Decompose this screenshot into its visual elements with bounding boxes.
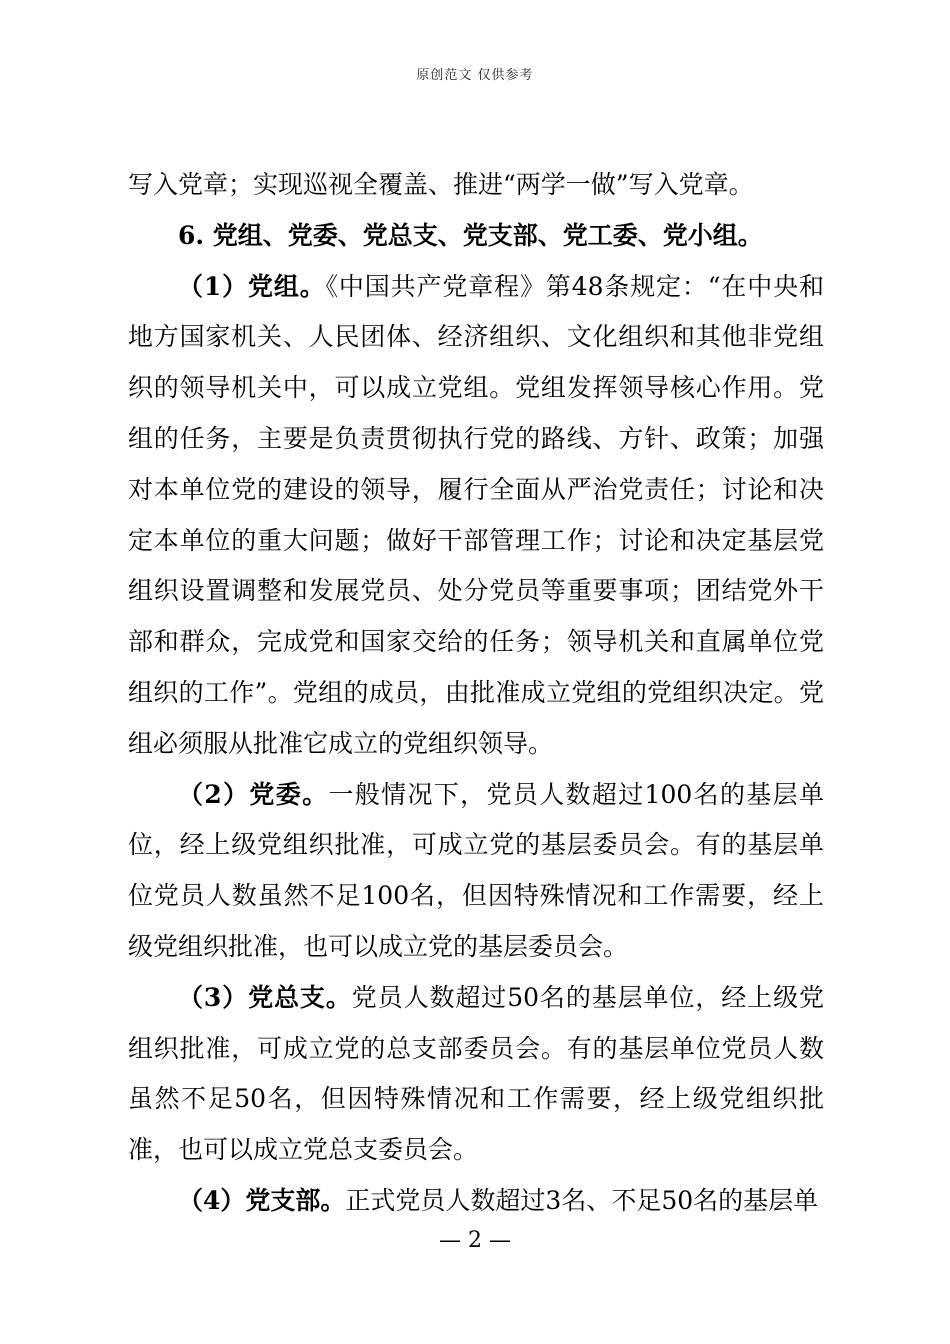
paragraph-lead: （1）党组。 [178,271,326,301]
section-heading: 6. 党组、党委、党总支、党支部、党工委、党小组。 [178,220,763,250]
document-body [128,160,824,1227]
paragraph-text: 《中国共产党章程》第48条规定：“在中央和地方国家机关、人民团体、经济组织、文化组织和其他非党组织的领导机关中，可以成立党组。党组发挥领导核心作用。党组的任务，主要是负责贯彻执行党的路线、方针、政策；加强对本单位党的建设的领导，履行全面从严治党责任；讨论和决定本单位的重大问题；做好干部管理工作；讨论和决定基层党组织设置调整和发展党员、处分党员等重要事项；团结党外干部和群众，完成党和国家交给的任务；领导机关和直属单位党组织的工作”。党组的成员，由批准成立党组的党组织决定。党组必须服从批准它成立的党组织领导。 [128,271,824,758]
paragraph-lead: （3）党总支。 [178,982,352,1012]
paragraph-text: 党员人数超过50名的基层单位，经上级党组织批准，可成立党的总支部委员会。有的基层单位党员人数虽然不足50名，但因特殊情况和工作需要，经上级党组织批准，也可以成立党总支委员会。 [128,982,824,1165]
paragraph-lead: （2）党委。 [178,779,329,809]
paragraph-text: 正式党员人数超过3名、不足50名的基层单 [345,1185,819,1215]
paragraph-text: 一般情况下，党员人数超过100名的基层单位，经上级党组织批准，可成立党的基层委员会。有的基层单位党员人数虽然不足100名，但因特殊情况和工作需要，经上级党组织批准，也可以成立党的基层委员会。 [128,779,824,961]
paragraph-general-branch [128,973,824,1176]
paragraph-party-group [128,262,824,770]
paragraph-text: 写入党章；实现巡视全覆盖、推进“两学一做”写入党章。 [128,170,754,199]
page-header: 原创范文 仅供参考 [416,68,534,83]
paragraph-continuation [128,160,824,211]
paragraph-party-committee [128,770,824,973]
page-number: — 2 — [439,1228,511,1253]
paragraph-party-branch [128,1176,824,1227]
paragraph-lead: （4）党支部。 [178,1185,346,1215]
